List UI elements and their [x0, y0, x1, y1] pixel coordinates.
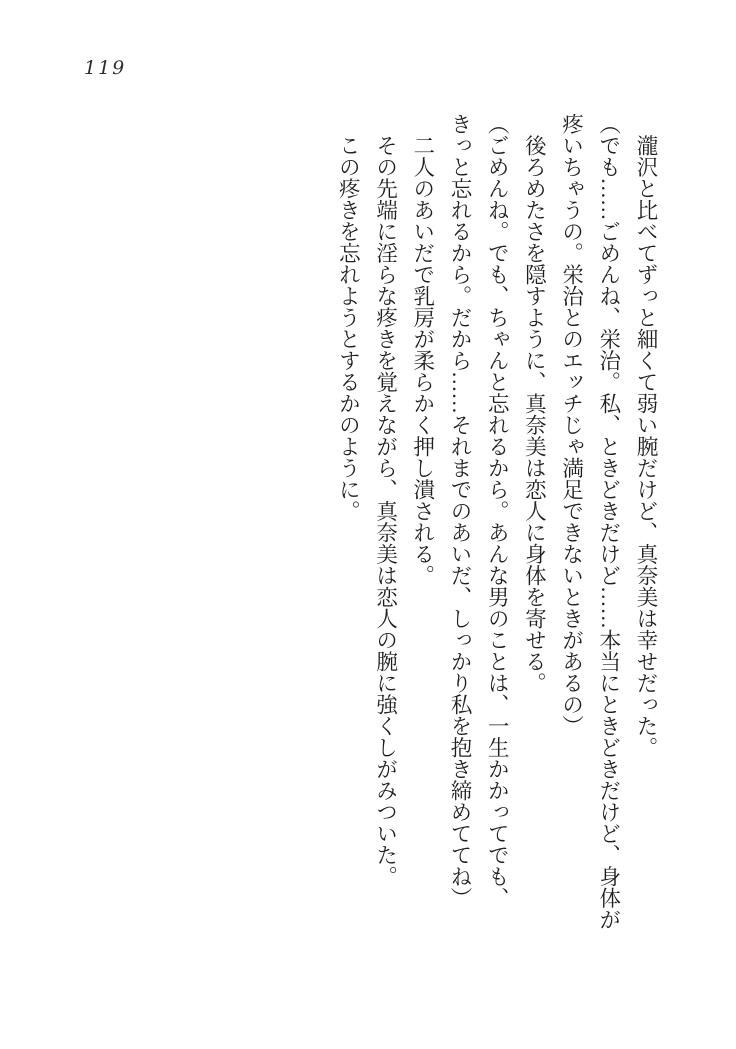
- page-number: 119: [84, 57, 127, 79]
- body-text: [329, 113, 664, 938]
- text-column-2: （でも……ごめんね、栄治。私、ときどきだけど……本当にときどきだけど、身体が: [596, 113, 621, 930]
- text-column-6: きっと忘れるから。だから……それまでのあいだ、しっかり私を抱き締めててね）: [447, 113, 472, 909]
- text-column-9: この疼きを忘れようとするかのように。: [336, 113, 361, 522]
- text-column-8: その先端に淫らな疼きを覚えながら、真奈美は恋人の腕に強くしがみついた。: [373, 113, 398, 887]
- text-column-4: 後ろめたさを隠すように、真奈美は恋人に身体を寄せる。: [522, 113, 547, 694]
- text-column-5: （ごめんね。でも、ちゃんと忘れるから。あんな男のことは、一生かかってでも、: [485, 113, 510, 909]
- text-column-1: 瀧沢と比べてずっと細くて弱い腕だけど、真奈美は幸せだった。: [634, 113, 658, 758]
- text-column-3: 疼いちゃうの。栄治とのエッチじゃ満足できないときがあるの）: [559, 113, 584, 737]
- text-column-7: 二人のあいだで乳房が柔らかく押し潰される。: [410, 113, 435, 586]
